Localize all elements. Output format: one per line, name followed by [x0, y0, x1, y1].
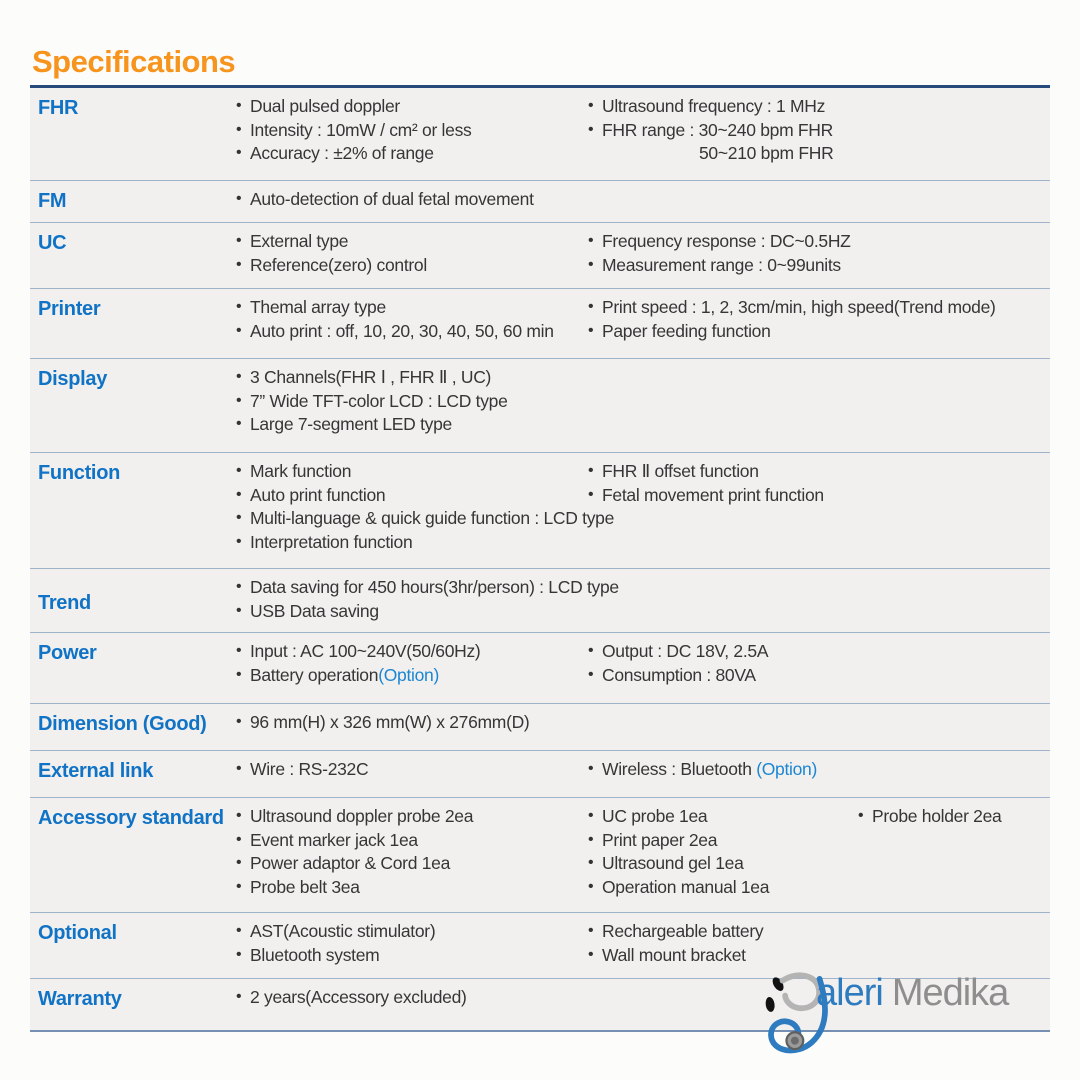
row-accessory-standard	[30, 797, 1050, 912]
spec-item: • FHR Ⅱ offset function	[587, 460, 1050, 484]
spec-item: • Paper feeding function	[587, 320, 1050, 344]
row-fhr-col1	[235, 95, 587, 180]
spec-item: • Interpretation function	[235, 531, 587, 555]
spec-item: • Intensity : 10mW / cm² or less	[235, 119, 587, 143]
row-function	[30, 452, 1050, 568]
spec-item: • Print paper 2ea	[587, 829, 857, 853]
row-power	[30, 632, 1050, 703]
spec-item: • External type	[235, 230, 587, 254]
row-fm	[30, 180, 1050, 222]
row-dimension-label: Dimension (Good)	[38, 713, 207, 735]
spec-item: • Data saving for 450 hours(3hr/person) : LCD type	[235, 576, 1050, 600]
row-printer-col1	[235, 296, 587, 358]
row-uc-label: UC	[38, 232, 67, 254]
spec-item: • Ultrasound frequency : 1 MHz	[587, 95, 1050, 119]
row-fm-col1	[235, 188, 1050, 222]
spec-item: • Measurement range : 0~99units	[587, 254, 1050, 278]
spec-item: • 7” Wide TFT-color LCD : LCD type	[235, 390, 1050, 414]
spec-item: • Rechargeable battery	[587, 920, 1050, 944]
spec-item: • Reference(zero) control	[235, 254, 587, 278]
row-fhr-col2	[587, 95, 1050, 180]
row-printer	[30, 288, 1050, 358]
spec-item: • FHR range : 30~240 bpm FHR 50~210 bpm FHR	[587, 119, 1050, 166]
row-external-link-col2	[587, 758, 1050, 797]
spec-item: • Wireless : Bluetooth (Option)	[587, 758, 1050, 782]
spec-item: • UC probe 1ea	[587, 805, 857, 829]
row-external-link	[30, 750, 1050, 797]
spec-item-continuation: 50~210 bpm FHR	[699, 143, 834, 163]
spec-item: • Print speed : 1, 2, 3cm/min, high speed(Trend mode)	[587, 296, 1050, 320]
row-display-col1	[235, 366, 1050, 452]
row-printer-label: Printer	[38, 298, 101, 320]
spec-item: • Auto-detection of dual fetal movement	[235, 188, 1050, 212]
option-tag: (Option)	[378, 664, 440, 685]
row-external-link-label: External link	[38, 760, 154, 782]
row-power-label: Power	[38, 642, 97, 664]
row-power-col2	[587, 640, 1050, 703]
spec-item: • 96 mm(H) x 326 mm(W) x 276mm(D)	[235, 711, 1050, 735]
row-fhr	[30, 88, 1050, 180]
row-display	[30, 358, 1050, 452]
spec-item: • USB Data saving	[235, 600, 1050, 624]
spec-item: • Wall mount bracket	[587, 944, 1050, 968]
row-printer-col2	[587, 296, 1050, 358]
spec-item: • Large 7-segment LED type	[235, 413, 1050, 437]
row-function-col2	[587, 460, 1050, 568]
row-uc-col2	[587, 230, 1050, 288]
spec-item: • Wire : RS-232C	[235, 758, 587, 782]
spec-item: • Themal array type	[235, 296, 587, 320]
row-accessory-col1	[235, 805, 587, 912]
spec-item: • Bluetooth system	[235, 944, 587, 968]
spec-item: • Input : AC 100~240V(50/60Hz)	[235, 640, 587, 664]
row-dimension	[30, 703, 1050, 750]
spec-item: • Output : DC 18V, 2.5A	[587, 640, 1050, 664]
row-display-label: Display	[38, 368, 108, 390]
row-external-link-col1	[235, 758, 587, 797]
row-fm-label: FM	[38, 190, 67, 212]
spec-item: • Ultrasound gel 1ea	[587, 852, 857, 876]
spec-item: • AST(Acoustic stimulator)	[235, 920, 587, 944]
logo-wordmark	[816, 972, 1008, 1015]
spec-item: • Mark function	[235, 460, 587, 484]
spec-item: • Event marker jack 1ea	[235, 829, 587, 853]
spec-item: • 3 Channels(FHR Ⅰ , FHR Ⅱ , UC)	[235, 366, 1050, 390]
row-function-label: Function	[38, 462, 121, 484]
row-uc	[30, 222, 1050, 288]
spec-item: • Multi-language & quick guide function : LCD type	[235, 507, 587, 531]
spec-item: • Operation manual 1ea	[587, 876, 857, 900]
row-optional-col1	[235, 920, 587, 978]
option-tag: (Option)	[756, 759, 818, 779]
row-trend-label: Trend	[38, 592, 91, 614]
spec-item: • Probe holder 2ea	[857, 805, 1050, 829]
row-fhr-label: FHR	[38, 97, 79, 119]
row-optional-label: Optional	[38, 922, 117, 944]
row-power-col1	[235, 640, 587, 703]
spec-sheet	[30, 0, 1050, 1032]
row-accessory-col2	[587, 805, 857, 912]
spec-item: • Fetal movement print function	[587, 484, 1050, 508]
row-accessory-col3	[857, 805, 1050, 912]
row-uc-col1	[235, 230, 587, 288]
logo-text-gray: Medika	[891, 972, 1009, 1014]
spec-table	[30, 85, 1050, 1032]
logo-text-blue: aleri	[816, 972, 883, 1014]
row-trend-col1	[235, 576, 1050, 632]
row-dimension-col1	[235, 711, 1050, 750]
row-trend	[30, 568, 1050, 632]
row-warranty-label: Warranty	[38, 988, 122, 1010]
spec-item: • 2 years(Accessory excluded)	[235, 986, 1050, 1010]
spec-item: • Dual pulsed doppler	[235, 95, 587, 119]
spec-item: • Frequency response : DC~0.5HZ	[587, 230, 1050, 254]
spec-item: • Auto print : off, 10, 20, 30, 40, 50, 60 min	[235, 320, 587, 344]
galeri-medika-logo	[742, 966, 1052, 1078]
spec-item: • Accuracy : ±2% of range	[235, 142, 587, 166]
row-function-col1	[235, 460, 615, 568]
spec-item: • Power adaptor & Cord 1ea	[235, 852, 587, 876]
spec-item: • Ultrasound doppler probe 2ea	[235, 805, 587, 829]
page-title: Specifications	[32, 44, 236, 79]
spec-item: • Consumption : 80VA	[587, 664, 1050, 688]
spec-item: • Battery operation(Option)	[235, 664, 587, 688]
spec-item: • Probe belt 3ea	[235, 876, 587, 900]
row-accessory-standard-label: Accessory standard	[38, 807, 224, 829]
spec-item: • Auto print function	[235, 484, 587, 508]
